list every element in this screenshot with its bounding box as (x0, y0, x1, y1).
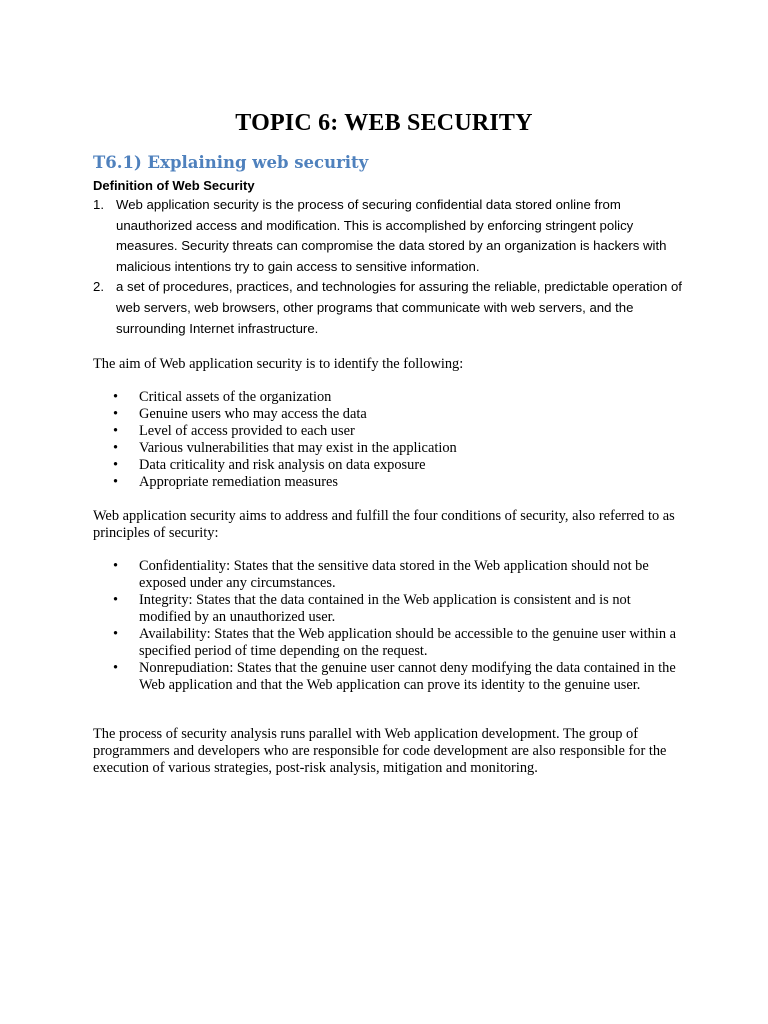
definition-heading: Definition of Web Security (93, 178, 255, 193)
bullet-icon: • (113, 592, 119, 608)
list-item-text: Level of access provided to each user (139, 423, 355, 439)
section-heading: T6.1) Explaining web security (93, 153, 369, 172)
list-item-text: Data criticality and risk analysis on data exposure (139, 457, 426, 473)
bullet-icon: • (113, 440, 119, 456)
aim-list (93, 389, 683, 491)
list-item-text: Critical assets of the organization (139, 389, 332, 405)
list-item-text: Genuine users who may access the data (139, 406, 367, 422)
page-title: TOPIC 6: WEB SECURITY (235, 110, 533, 136)
bullet-icon: • (113, 558, 119, 574)
definition-item (93, 277, 683, 339)
principles-list (93, 558, 683, 694)
closing-paragraph: The process of security analysis runs parallel with Web application development. The group of programmers and developers who are responsible for code development are also responsible for the execution of various strategies, post-risk analysis, mitigation and monitoring. (93, 726, 667, 776)
list-item (93, 440, 683, 457)
bullet-icon: • (113, 406, 119, 422)
list-item-text: Integrity: States that the data contained in the Web application is consistent and is not modified by an unauthorized user. (139, 592, 631, 625)
list-item-text: Confidentiality: States that the sensitive data stored in the Web application should not be exposed under any circumstances. (139, 558, 649, 591)
list-item (93, 558, 683, 592)
definition-item (93, 195, 683, 277)
list-item (93, 423, 683, 440)
list-item (93, 474, 683, 491)
definition-list (93, 195, 683, 339)
list-item (93, 626, 683, 660)
bullet-icon: • (113, 660, 119, 676)
aim-intro: The aim of Web application security is to identify the following: (93, 356, 464, 372)
bullet-icon: • (113, 474, 119, 490)
list-item-text: Availability: States that the Web application should be accessible to the genuine user within a specified period of time depending on the request. (139, 626, 677, 659)
bullet-icon: • (113, 423, 119, 439)
list-item (93, 457, 683, 474)
list-number: 1. (93, 197, 104, 212)
bullet-icon: • (113, 389, 119, 405)
list-item-text: Various vulnerabilities that may exist in the application (139, 440, 457, 456)
list-item-text: Appropriate remediation measures (139, 474, 338, 490)
bullet-icon: • (113, 457, 119, 473)
list-item (93, 406, 683, 423)
definition-text: Web application security is the process of securing confidential data stored online from unauthorized access and modification. This is accomplished by enforcing stringent policy measures. Security threats can compromise the data stored by an organization is hackers with malicious intentions try to gain access to sensitive information. (116, 197, 667, 274)
principles-intro: Web application security aims to address and fulfill the four conditions of security, also referred to as principles of security: (93, 508, 675, 541)
list-number: 2. (93, 279, 104, 295)
list-item-text: Nonrepudiation: States that the genuine user cannot deny modifying the data contained in the Web application and that the Web application can prove its identity to the genuine user. (139, 660, 676, 693)
list-item (93, 660, 683, 694)
list-item (93, 389, 683, 406)
bullet-icon: • (113, 626, 119, 642)
definition-text: a set of procedures, practices, and technologies for assuring the reliable, predictable operation of web servers, web browsers, other programs that communicate with web servers, and the surrounding Internet infrastructure. (116, 279, 682, 336)
list-item (93, 592, 683, 626)
